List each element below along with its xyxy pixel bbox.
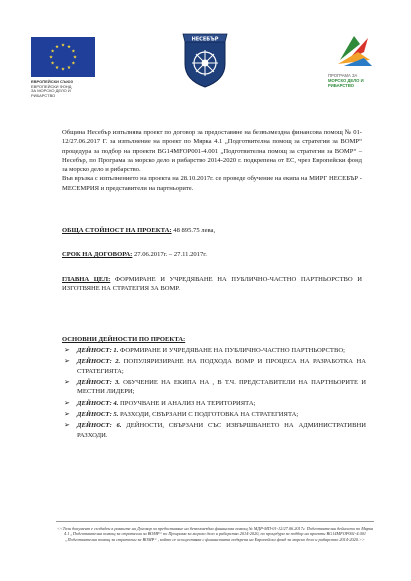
activity-text: ПРОУЧВАНЕ И АНАЛИЗ НА ТЕРИТОРИЯТА; bbox=[120, 399, 256, 407]
contract-term-line bbox=[62, 250, 362, 259]
activities-list bbox=[64, 346, 366, 442]
eu-star-icon bbox=[55, 65, 59, 68]
intro-paragraph-2: Във връзка с изпълнението на проекта на 28.10.2017г. се проведе обучение на екипа на МИРГ НЕСЕБЪР - МЕСЕМРИЯ и представители на партньорите. bbox=[62, 175, 362, 192]
eu-flag-icon bbox=[31, 37, 95, 77]
activity-item bbox=[64, 346, 366, 355]
activity-item bbox=[64, 378, 366, 396]
eu-star-icon bbox=[73, 55, 77, 58]
program-caption bbox=[328, 74, 386, 88]
eu-star-icon bbox=[72, 49, 76, 52]
check-arrow-icon: ➢ bbox=[64, 357, 70, 366]
eu-logo bbox=[31, 37, 95, 98]
footer-divider bbox=[56, 521, 374, 522]
check-arrow-icon: ➢ bbox=[64, 421, 70, 430]
eu-star-icon bbox=[49, 55, 53, 58]
activity-item bbox=[64, 421, 366, 439]
contract-term-value: 27.06.2017г. – 27.11.2017г. bbox=[134, 251, 207, 258]
activity-text: ОБУЧЕНИЕ НА ЕКИПА НА , В Т.Ч. ПРЕДСТАВИТЕЛИ НА ПАРТНЬОРИТЕ И МЕСТНИ ЛИДЕРИ; bbox=[77, 378, 366, 396]
activity-label: ДЕЙНОСТ: 1. bbox=[77, 347, 119, 354]
nessebar-crest-logo bbox=[181, 30, 229, 88]
activity-label: ДЕЙНОСТ: 4. bbox=[77, 399, 119, 407]
activity-item bbox=[64, 399, 366, 408]
total-value-amount: 48 895.75 лева, bbox=[173, 227, 216, 234]
check-arrow-icon: ➢ bbox=[64, 398, 70, 407]
eu-caption bbox=[31, 80, 95, 98]
footer-disclaimer: <<Този документ е създаден в рамките на Договор за предоставяне на безвъзмездна финансова помощ № МДР-МП-01-12/27.06.2017г. Подготвителни дейности по Мярка 4.1 „Подготвителна помощ за стратегии за ВОМР“ по Програма за морско дело и рибарство 2014-2020, по процедура за подбор на проекти BG14MFOP001-4.001 „Подготвителна помощ за стратегии за ВОМР“ , който се осъществява с финансовата подкрепа на Европейски фонд за морско дело и рибарство 2014-2020.>> bbox=[56, 526, 374, 542]
program-caption-line1: ПРОГРАМА ЗА bbox=[328, 73, 358, 78]
activity-label: ДЕЙНОСТ: 6. bbox=[77, 422, 122, 430]
intro-paragraph-1: Община Несебър изпълнява проект по договор за предоставяне на безвъзмездна финансова помощ № 01-12/27.06.2017 Г. за изпълнение на проект по Мярка 4.1 „Подготвителна помощ за стратегии за ВОМР“ процедура за подбор на проекти BG14MFOP001-4.001 „Подготвителна помощ за стратегии за ВОМР“ – Несебър, по Програма за морско дело и рибарство 2014-2020 г. подкрепена от ЕС, чрез Европейски фонд за морско дело и рибарство. bbox=[62, 129, 362, 174]
program-caption-line3: РИБАРСТВО bbox=[328, 82, 355, 88]
activity-text: ФОРМИРАНЕ И УЧРЕДЯВАНЕ НА ПУБЛИЧНО-ЧАСТНО ПАРТНЬОРСТВО; bbox=[120, 347, 345, 354]
program-caption-line2: МОРСКО ДЕЛО И bbox=[328, 77, 364, 83]
check-arrow-icon: ➢ bbox=[64, 346, 70, 354]
activity-text: ПОПУЛЯРИЗИРАНЕ НА ПОДХОДА ВОМР И ПРОЦЕСА НА РАЗРАБОТКА НА СТРАТЕГИЯТА; bbox=[77, 358, 366, 375]
eu-star-icon bbox=[61, 67, 65, 70]
activity-label: ДЕЙНОСТ: 3. bbox=[77, 378, 120, 386]
eu-star-icon bbox=[72, 61, 76, 64]
activity-label: ДЕЙНОСТ: 2. bbox=[77, 358, 121, 366]
check-arrow-icon: ➢ bbox=[64, 377, 70, 386]
main-goal bbox=[62, 275, 362, 293]
eu-star-icon bbox=[67, 45, 71, 48]
activity-item bbox=[64, 410, 366, 419]
main-goal-text: ФОРМИРАНЕ И УЧРЕДЯВАНЕ НА ПУБЛИЧНО-ЧАСТНО ПАРТНЬОРСТВО И ИЗГОТВЯНЕ НА СТРАТЕГИЯ ЗА ВОМР. bbox=[62, 276, 362, 292]
activities-title: ОСНОВНИ ДЕЙНОСТИ ПО ПРОЕКТА: bbox=[62, 336, 186, 343]
activity-item bbox=[64, 357, 366, 375]
activity-text: ДЕЙНОСТИ, СВЪРЗАНИ СЪС ИЗВЪРШВАНЕТО НА АДМИНИСТРАТИВНИ РАЗХОДИ. bbox=[77, 422, 366, 439]
eu-star-icon bbox=[55, 45, 59, 48]
eu-star-icon bbox=[51, 49, 55, 52]
total-value-label: ОБЩА СТОЙНОСТ НА ПРОЕКТА: bbox=[62, 227, 172, 234]
intro-text bbox=[62, 128, 362, 193]
total-value-line bbox=[62, 226, 362, 235]
contract-term-label: СРОК НА ДОГОВОРА: bbox=[62, 251, 133, 258]
crest-label: НЕСЕБЪР bbox=[191, 36, 219, 43]
eu-caption-line3: ЗА МОРСКО ДЕЛО И РИБАРСТВО bbox=[31, 88, 71, 98]
eu-caption-line1: ЕВРОПЕЙСКИ СЪЮЗ bbox=[31, 79, 73, 84]
eu-star-icon bbox=[67, 65, 71, 68]
fisheries-program-icon bbox=[334, 30, 374, 68]
eu-star-icon bbox=[61, 43, 65, 46]
eu-star-icon bbox=[51, 61, 55, 64]
fisheries-program-logo bbox=[322, 30, 386, 88]
eu-caption-line2: ЕВРОПЕЙСКИ ФОНД bbox=[31, 83, 72, 89]
main-goal-label: ГЛАВНА ЦЕЛ: bbox=[62, 276, 111, 283]
check-arrow-icon: ➢ bbox=[64, 409, 70, 418]
activity-text: РАЗХОДИ, СВЪРЗАНИ С ПОДГОТОВКА НА СТРАТЕГИЯТА; bbox=[120, 410, 299, 418]
activity-label: ДЕЙНОСТ: 5. bbox=[77, 410, 119, 418]
